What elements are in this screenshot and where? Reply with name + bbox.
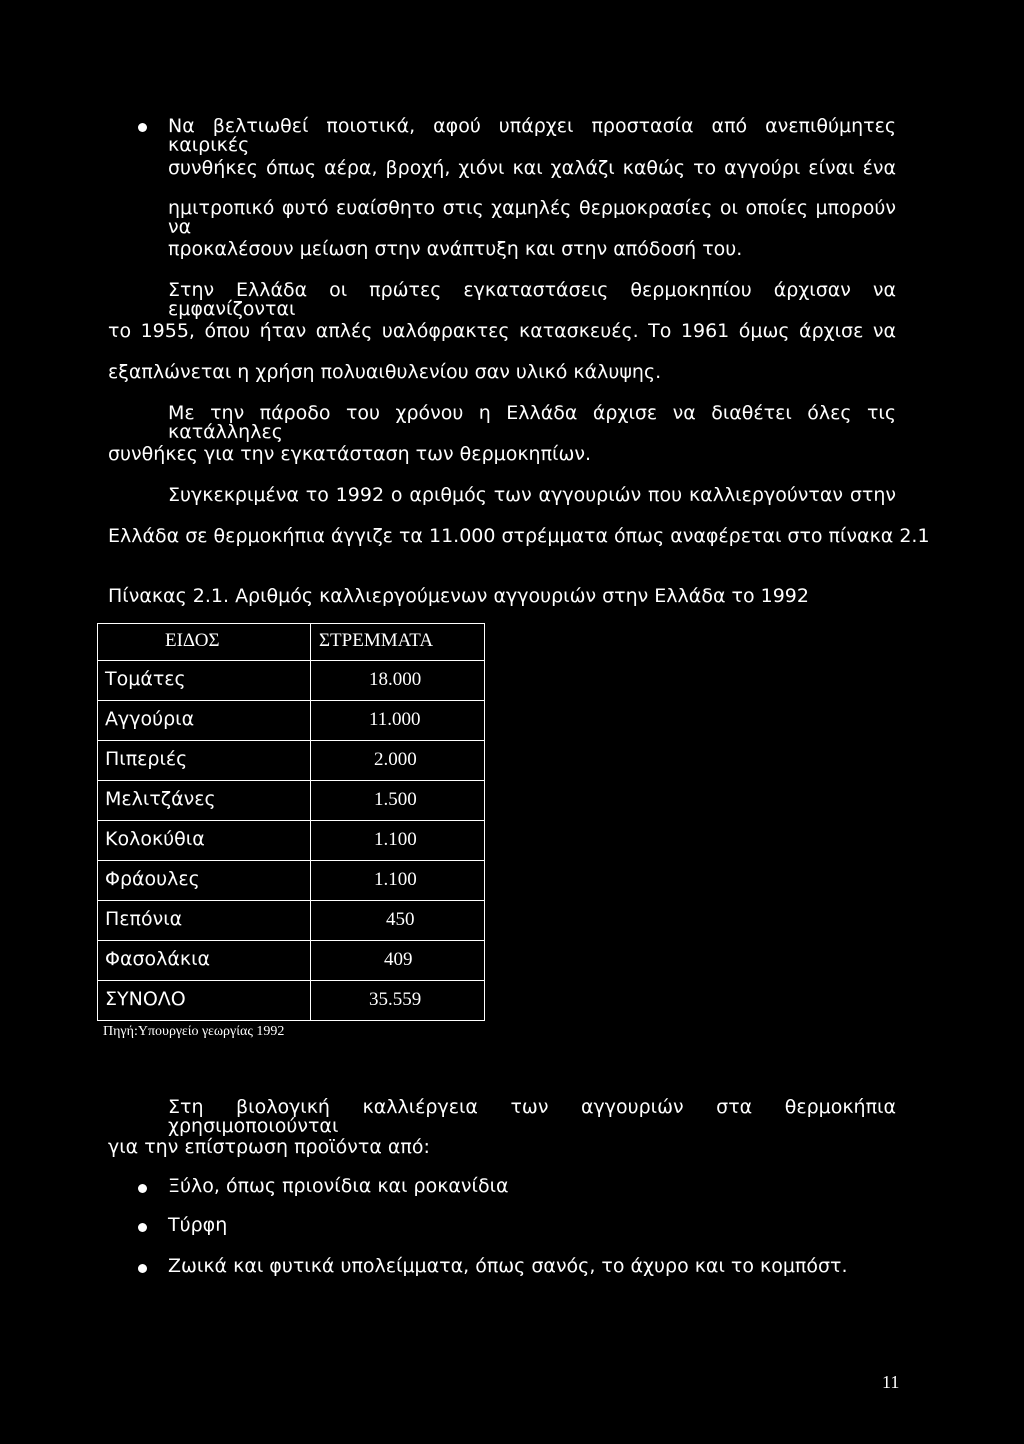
bullet-icon [138,123,147,132]
page-number: 11 [882,1372,900,1392]
table-border [97,780,485,781]
table-border [97,1020,485,1021]
paragraph-line: Ελλάδα σε θερμοκήπια άγγιζε τα 11.000 στρέμματα όπως αναφέρεται στο πίνακα 2.1 [108,525,930,547]
table-source: Πηγή:Υπουργείο γεωργίας 1992 [103,1024,285,1039]
table-cell-name: Τομάτες [105,668,186,690]
table-cell-name: Μελιτζάνες [105,788,216,810]
paragraph-line: Συγκεκριμένα το 1992 ο αριθμός των αγγουριών που καλλιεργούνταν στην [168,484,896,506]
table-header: ΕΙΔΟΣ [165,630,220,651]
table-cell-name: Κολοκύθια [105,828,205,850]
table-header: ΣΤΡΕΜΜΑΤΑ [319,630,434,651]
table-cell-name: ΣΥΝΟΛΟ [105,988,186,1010]
paragraph-line: εξαπλώνεται η χρήση πολυαιθυλενίου σαν υλικό κάλυψης. [108,361,662,383]
list-item: Ζωικά και φυτικά υπολείμματα, όπως σανός, το άχυρο και το κομπόστ. [168,1255,848,1277]
table-cell-value: 1.100 [374,829,417,850]
table-border [97,660,485,661]
paragraph-line: Στη βιολογική καλλιέργεια των αγγουριών στα θερμοκήπια χρησιμοποιούνται [168,1096,896,1137]
paragraph-line: προκαλέσουν μείωση στην ανάπτυξη και στην απόδοσή του. [168,238,743,260]
data-table [97,623,485,1021]
paragraph-line: συνθήκες για την εγκατάσταση των θερμοκηπίων. [108,443,592,465]
table-border [97,820,485,821]
table-border [97,623,485,624]
table-cell-value: 1.100 [374,869,417,890]
bullet-icon [138,1264,147,1273]
bullet-icon [138,1223,147,1232]
paragraph-line: Να βελτιωθεί ποιοτικά, αφού υπάρχει προστασία από ανεπιθύμητες καιρικές [168,115,896,156]
table-cell-value: 1.500 [374,789,417,810]
table-border [310,623,311,1021]
paragraph-line: συνθήκες όπως αέρα, βροχή, χιόνι και χαλάζι καθώς το αγγούρι είναι ένα [168,157,896,179]
table-cell-name: Πιπεριές [105,748,188,770]
list-item: Ξύλο, όπως πριονίδια και ροκανίδια [168,1175,509,1197]
bullet-icon [138,1184,147,1193]
paragraph-line: Με την πάροδο του χρόνου η Ελλάδα άρχισε να διαθέτει όλες τις κατάλληλες [168,402,896,443]
table-cell-value: 450 [386,909,415,930]
paragraph-line: για την επίστρωση προϊόντα από: [108,1136,430,1158]
table-cell-name: Αγγούρια [105,708,195,730]
paragraph-line: ημιτροπικό φυτό ευαίσθητο στις χαμηλές θερμοκρασίες οι οποίες μπορούν να [168,197,896,238]
table-cell-value: 2.000 [374,749,417,770]
table-border [97,700,485,701]
table-border [97,860,485,861]
table-border [97,740,485,741]
list-item: Τύρφη [168,1214,228,1236]
table-cell-value: 18.000 [369,669,422,690]
table-border [97,940,485,941]
table-cell-value: 35.559 [369,989,422,1010]
table-cell-name: Φασολάκια [105,948,211,970]
table-border [97,623,98,1021]
paragraph-line: Στην Ελλάδα οι πρώτες εγκαταστάσεις θερμοκηπίου άρχισαν να εμφανίζονται [168,279,896,320]
table-caption: Πίνακας 2.1. Αριθμός καλλιεργούμενων αγγουριών στην Ελλάδα το 1992 [108,585,809,607]
table-border [97,900,485,901]
table-cell-name: Πεπόνια [105,908,183,930]
table-border [484,623,485,1021]
table-cell-name: Φράουλες [105,868,200,890]
table-cell-value: 11.000 [369,709,421,730]
paragraph-line: το 1955, όπου ήταν απλές υαλόφρακτες κατασκευές. Το 1961 όμως άρχισε να [108,320,896,342]
table-border [97,980,485,981]
table-cell-value: 409 [384,949,413,970]
